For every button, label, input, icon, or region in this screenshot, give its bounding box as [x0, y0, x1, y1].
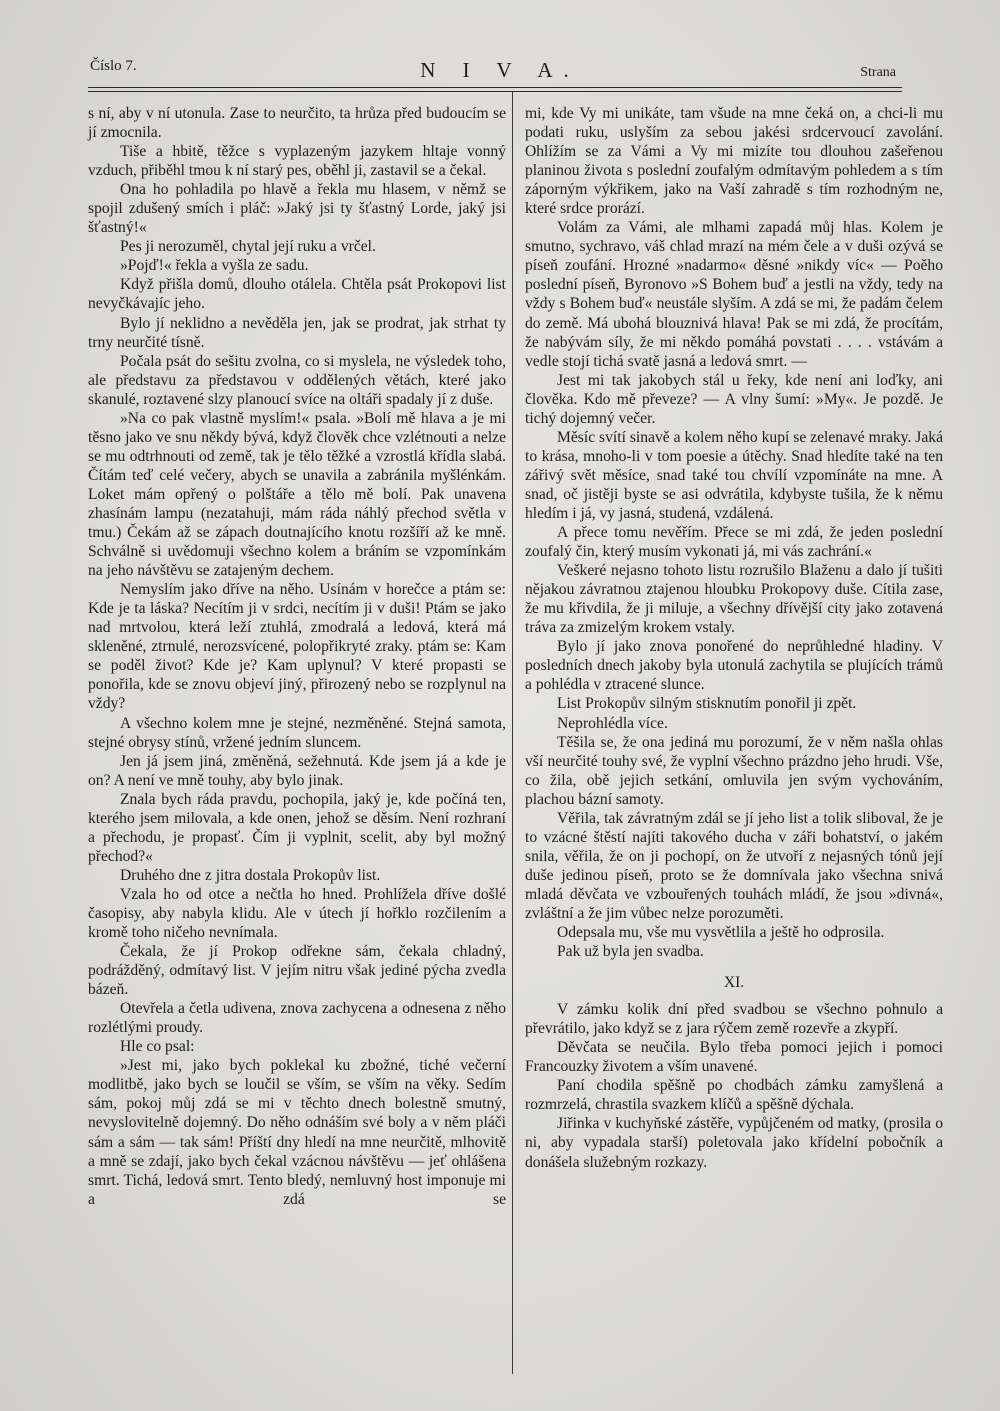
paragraph: s ní, aby v ní utonula. Zase to neurčito, ta hrůza před budoucím se jí zmocnila. — [88, 105, 506, 142]
header-rule — [88, 87, 902, 88]
paragraph: Volám za Vámi, ale mlhami zapadá můj hlas. Kolem je smutno, sychravo, váš chlad mrazí na mém čele a v duši ozývá se píseň zoufání. Hrozné »nadarmo« děsné »nikdy víc« — Poěho poslední píseň, Byronovo »S Bohem buď a jestli na vždy, tedy na vždy s Bohem buď« neustále slyším. A zdá se mi, že padám čelem do země. Má ubohá blouznivá hlava! Pak se mi zdá, že procítám, že nabývám síly, že mi někdo pomáhá povstati . . . . vstávám a vedle stojí tichá svatě jasná a ledová smrt. — — [525, 219, 943, 370]
paragraph: Pak už byla jen svadba. — [557, 943, 704, 961]
header-rule-thin — [88, 91, 902, 92]
paragraph: Děvčata se neučila. Bylo třeba pomoci jejich i pomoci Francouzky životem a vším unavené. — [525, 1039, 943, 1076]
paragraph: »Pojď!« řekla a vyšla ze sadu. — [120, 257, 309, 275]
paragraph: Jest mi tak jakobych stál u řeky, kde není ani loďky, ani člověka. Kdo mě převeze? — A vlny šumí: »My«. Je pozdě. Je tichý dojemný večer. — [525, 371, 943, 427]
paragraph: Věřila, tak závratným zdál se jí jeho list a tolik sliboval, že je to vzácné štěstí najíti takového ducha v záři bohatství, o jakém snila, věřila, že on ji pochopí, on že utvoří z nejasných tónů její duše jedinou píseň, proto se že domnívala jako všechna snivá mladá děvčata ve vzbouřených touhách mládí, že jsou »divná«, zvláštní a že jim vůbec nelze porozuměti. — [525, 809, 943, 922]
paragraph: Nemyslím jako dříve na něho. Usínám v horečce a ptám se: Kde je ta láska? Necítím ji v srdci, necítím ji v duši! Ptám se jako nad mrtvolou, která leží ztuhlá, zmodralá a ledová, která má skleněné, ztrnulé, nerozsvícené, polopřikryté zraky. ptám se: Kam se poděl život? Kde je? Kam uplynul? V které propasti se ponořila, kde se znovu objeví jiný, přirozený nebo se rozplynul na vždy? — [88, 581, 506, 713]
paragraph: Vzala ho od otce a nečtla ho hned. Prohlížela dříve došlé časopisy, aby nabyla klidu. Ale v útech jí hořklo rozčilením a kromě toho ničeho nevnímala. — [88, 885, 506, 942]
paragraph: »Na co pak vlastně myslím!« psala. »Bolí mě hlava a je mi těsno jako ve snu někdy bývá, když člověk chce vzlétnouti a nelze se mu odtrhnouti od země, tak je tělo těžké a vzrostlá křídla slabá. Čítám teď celé večery, abych se unavila a zabránila myšlénkám. Loket mám opřený o polštáře a tělo mě bolí. Pak unavena zhasínám lampu (nezatahuji, mám ráda náhlý přechod světla v tmu.) Čekám až se zápach doutnajícího knotu rozšíří až ke mně. Schválně si uvědomuji všechno kolem a bráním se vzpomínkám na jeho návštěvu se zatajeným dechem. — [88, 409, 506, 580]
paragraph: Znala bych ráda pravdu, pochopila, jaký je, kde počíná ten, kterého jsem milovala, a kde onen, jehož se děsím. Není rozhraní a přechodu, je propasť. Čím ji vyplnit, scelit, aby byl možný přechod?« — [88, 790, 506, 865]
paragraph: Těšila se, že ona jediná mu porozumí, že v něm našla ohlas vší neurčité touhy své, že vyplní všechno prázdno jeho hrudi. Vše, co žila, obě jejich setkání, omluvila jen svým vychováním, plachou bázní samoty. — [525, 733, 943, 808]
paragraph: Počala psát do sešitu zvolna, co si myslela, ne výsledek toho, ale představu za představou v oddělených větách, které jako skanulé, roztavené slzy planoucí svíce na oltáři spadaly jí z duše. — [88, 352, 506, 408]
paragraph: Když přišla domů, dlouho otálela. Chtěla psát Prokopovi list nevyčkávajíc jeho. — [88, 276, 506, 313]
paragraph: Veškeré nejasno tohoto listu rozrušilo Blaženu a dalo jí tušiti nějakou závratnou ztajenou hloubku Prokopovy duše. Cítila zase, že mu křivdila, že ji miluje, a všechny dřívější city jako zotavená tráva za zmizelým krokem vstaly. — [525, 562, 943, 637]
paragraph: Otevřela a četla udivena, znova zachycena a odnesena z něho rozlétlými proudy. — [88, 1000, 506, 1037]
paragraph: Druhého dne z jitra dostala Prokopův list. — [120, 866, 381, 884]
paragraph: Jiřinka v kuchyňské zástěře, vypůjčeném od matky, (prosila o ni, aby vypadala starší) poletovala jako křídelní pobočník a donášela služebným rozkazy. — [525, 1115, 943, 1171]
paragraph: Tiše a hbitě, těžce s vyplazeným jazykem hltaje vonný vzduch, přiběhl tmou k ní starý pes, oběhl ji, zastavil se a čekal. — [88, 143, 506, 180]
paragraph: Pes ji nerozuměl, chytal její ruku a vrčel. — [120, 238, 376, 256]
column-divider — [512, 92, 513, 1374]
paragraph: Odepsala mu, vše mu vysvětlila a ještě ho odprosila. — [557, 924, 885, 942]
paragraph: Bylo jí neklidno a nevěděla jen, jak se prodrat, jak strhat ty trny neurčité tísně. — [88, 314, 506, 351]
paragraph: Čekala, že jí Prokop odřekne sám, čekala chladný, podrážděný, odmítavý list. V jejím nitru však jediné pýcha zvedla bázeň. — [88, 943, 506, 999]
paragraph: »Jest mi, jako bych poklekal ku zbožné, tiché večerní modlitbě, jako bych se loučil se vším, se vším na věky. Sedím sám, pokoj můj zdá se mi v těchto dnech bolestně smutný, nevyslovitelně dojemný. Do něho odnáším své boly a v něm pláči sám a sám — tak sám! Příští dny hledí na mne neurčitě, mlhovitě a mně se zdají, jako bych čekal vzácnou návštěvu — jeť ohlášena smrt. Tichá, ledová smrt. Tento bledý, nemluvný host imponuje mi a zdá se — [88, 1057, 506, 1208]
paragraph: Ona ho pohladila po hlavě a řekla mu hlasem, v němž se spojil zdušený smích i pláč: »Jaký jsi ty šťastný Lorde, jaký jsi šťastný!« — [88, 181, 506, 237]
issue-number: Číslo 7. — [90, 58, 137, 74]
paragraph: List Prokopův silným stisknutím ponořil ji zpět. — [557, 695, 857, 713]
paragraph: Neprohlédla více. — [557, 714, 668, 732]
page-header — [0, 0, 1000, 100]
paragraph: mi, kde Vy mi unikáte, tam všude na mne čeká on, a chci-li mu podati ruku, uslyším za sebou jakési srdcervoucí zavolání. Ohlížím se za Vámi a Vy mi mizíte tou dlouhou zašeřenou planinou života s poslední zoufalým odmítavým pohledem a s tím záporným výkřikem, jako na Vaší zahradě s tím rozhodným ne, které srdce prorází. — [525, 105, 943, 218]
chapter-heading: XI. — [723, 974, 745, 992]
paragraph: Bylo jí jako znova ponořené do neprůhledné hladiny. V posledních dnech jakoby byla utonulá zachytila se plujících trámů a pohlédla v ztracené slunce. — [525, 638, 943, 694]
paragraph: V zámku kolik dní před svadbou se všechno pohnulo a převrátilo, jako když se z jara rýčem země rozevře a zkypří. — [525, 1001, 943, 1038]
paragraph: A přece tomu nevěřím. Přece se mi zdá, že jeden poslední zoufalý čin, který musím vykonati já, mi vás zachrání.« — [525, 524, 943, 561]
paragraph: Jen já jsem jiná, změněná, sežehnutá. Kde jsem já a kde je on? A není ve mně touhy, aby bylo jinak. — [88, 752, 506, 789]
left-column — [88, 104, 506, 1209]
right-column — [525, 104, 943, 1172]
paragraph: Paní chodila spěšně po chodbách zámku zamyšlená a rozmrzelá, chrastila svazkem klíčů a spěšně dýchala. — [525, 1077, 943, 1114]
page-label: Strana — [860, 65, 896, 80]
paragraph: A všechno kolem mne je stejné, nezměněné. Stejná samota, stejné obrysy stínů, vržené jedním sluncem. — [88, 714, 506, 751]
paragraph: Hle co psal: — [120, 1038, 195, 1056]
paragraph: Měsíc svítí sinavě a kolem něho kupí se zelenavé mraky. Jaká to krása, mnoho-li v tom poesie a útěchy. Snad hledíte také na ten zářivý svět měsíce, snad také tou chvílí vzpomínáte na mne. A snad, oč jistěji byste se asi odvrátila, kdybyste tušila, že k němu hledím i já, vy jasná, studená, vzdálená. — [525, 428, 943, 522]
publication-title: N I V A. — [420, 58, 580, 82]
